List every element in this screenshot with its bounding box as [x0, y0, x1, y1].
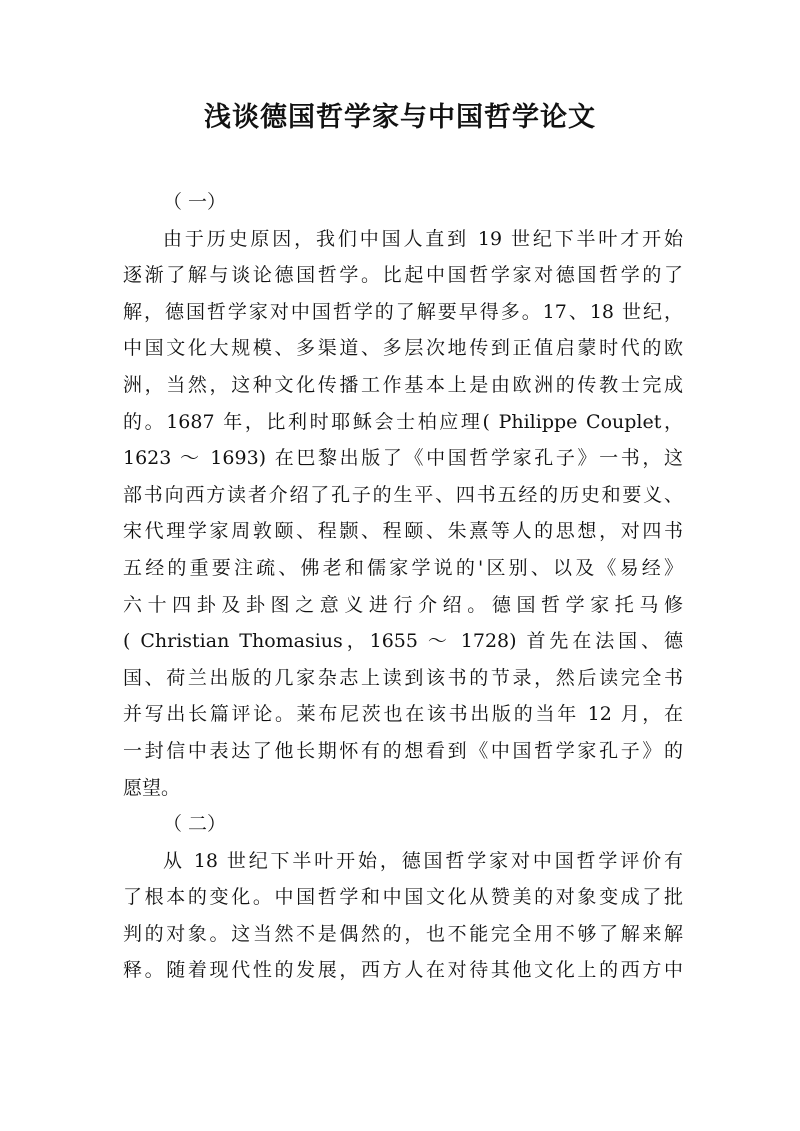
paragraph-line: 从 18 世纪下半叶开始，德国哲学家对中国哲学评价有 — [163, 849, 683, 872]
paragraph-line: 宋代理学家周敦颐、程颢、程颐、朱熹等人的思想，对四书 — [123, 520, 683, 543]
paragraph-line: 解，德国哲学家对中国哲学的了解要早得多。17、18 世纪， — [123, 300, 683, 323]
document-body — [123, 184, 683, 989]
paragraph-line: ( Christian Thomasius，1655 ～ 1728) 首先在法国、德 — [123, 630, 683, 653]
paragraph-line: 判的对象。这当然不是偶然的，也不能完全用不够了解来解 — [123, 922, 683, 945]
paragraph-line: 中国文化大规模、多渠道、多层次地传到正值启蒙时代的欧 — [123, 337, 683, 360]
paragraph-line: 了根本的变化。中国哲学和中国文化从赞美的对象变成了批 — [123, 886, 683, 909]
paragraph-line: 一封信中表达了他长期怀有的想看到《中国哲学家孔子》的 — [123, 739, 683, 762]
paragraph-line: 并写出长篇评论。莱布尼茨也在该书出版的当年 12 月，在 — [123, 703, 683, 726]
document-title: 浅谈德国哲学家与中国哲学论文 — [204, 102, 596, 133]
paragraph-line: 洲，当然，这种文化传播工作基本上是由欧洲的传教士完成 — [123, 373, 683, 396]
paragraph-line: 部书向西方读者介绍了孔子的生平、四书五经的历史和要义、 — [123, 483, 683, 506]
paragraph-line: 由于历史原因，我们中国人直到 19 世纪下半叶才开始 — [163, 227, 683, 250]
paragraph-line: 愿望。 — [123, 776, 181, 799]
paragraph-line: 1623 ～ 1693) 在巴黎出版了《中国哲学家孔子》一书，这 — [123, 447, 683, 470]
paragraph-line: 五经的重要注疏、佛老和儒家学说的'区别、以及《易经》 — [123, 556, 683, 579]
paragraph-line: 六十四卦及卦图之意义进行介绍。德国哲学家托马修 — [123, 593, 683, 616]
paragraph-line: 释。随着现代性的发展，西方人在对待其他文化上的西方中 — [123, 959, 683, 982]
paragraph-line: 逐渐了解与谈论德国哲学。比起中国哲学家对德国哲学的了 — [123, 264, 683, 287]
paragraph-line: 的。1687 年，比利时耶稣会士柏应理( Philippe Couplet， — [123, 410, 683, 433]
section-heading-2: （ 二） — [163, 813, 227, 836]
paragraph-line: 国、荷兰出版的几家杂志上读到该书的节录，然后读完全书 — [123, 666, 683, 689]
section-heading-1: （ 一） — [163, 191, 227, 213]
